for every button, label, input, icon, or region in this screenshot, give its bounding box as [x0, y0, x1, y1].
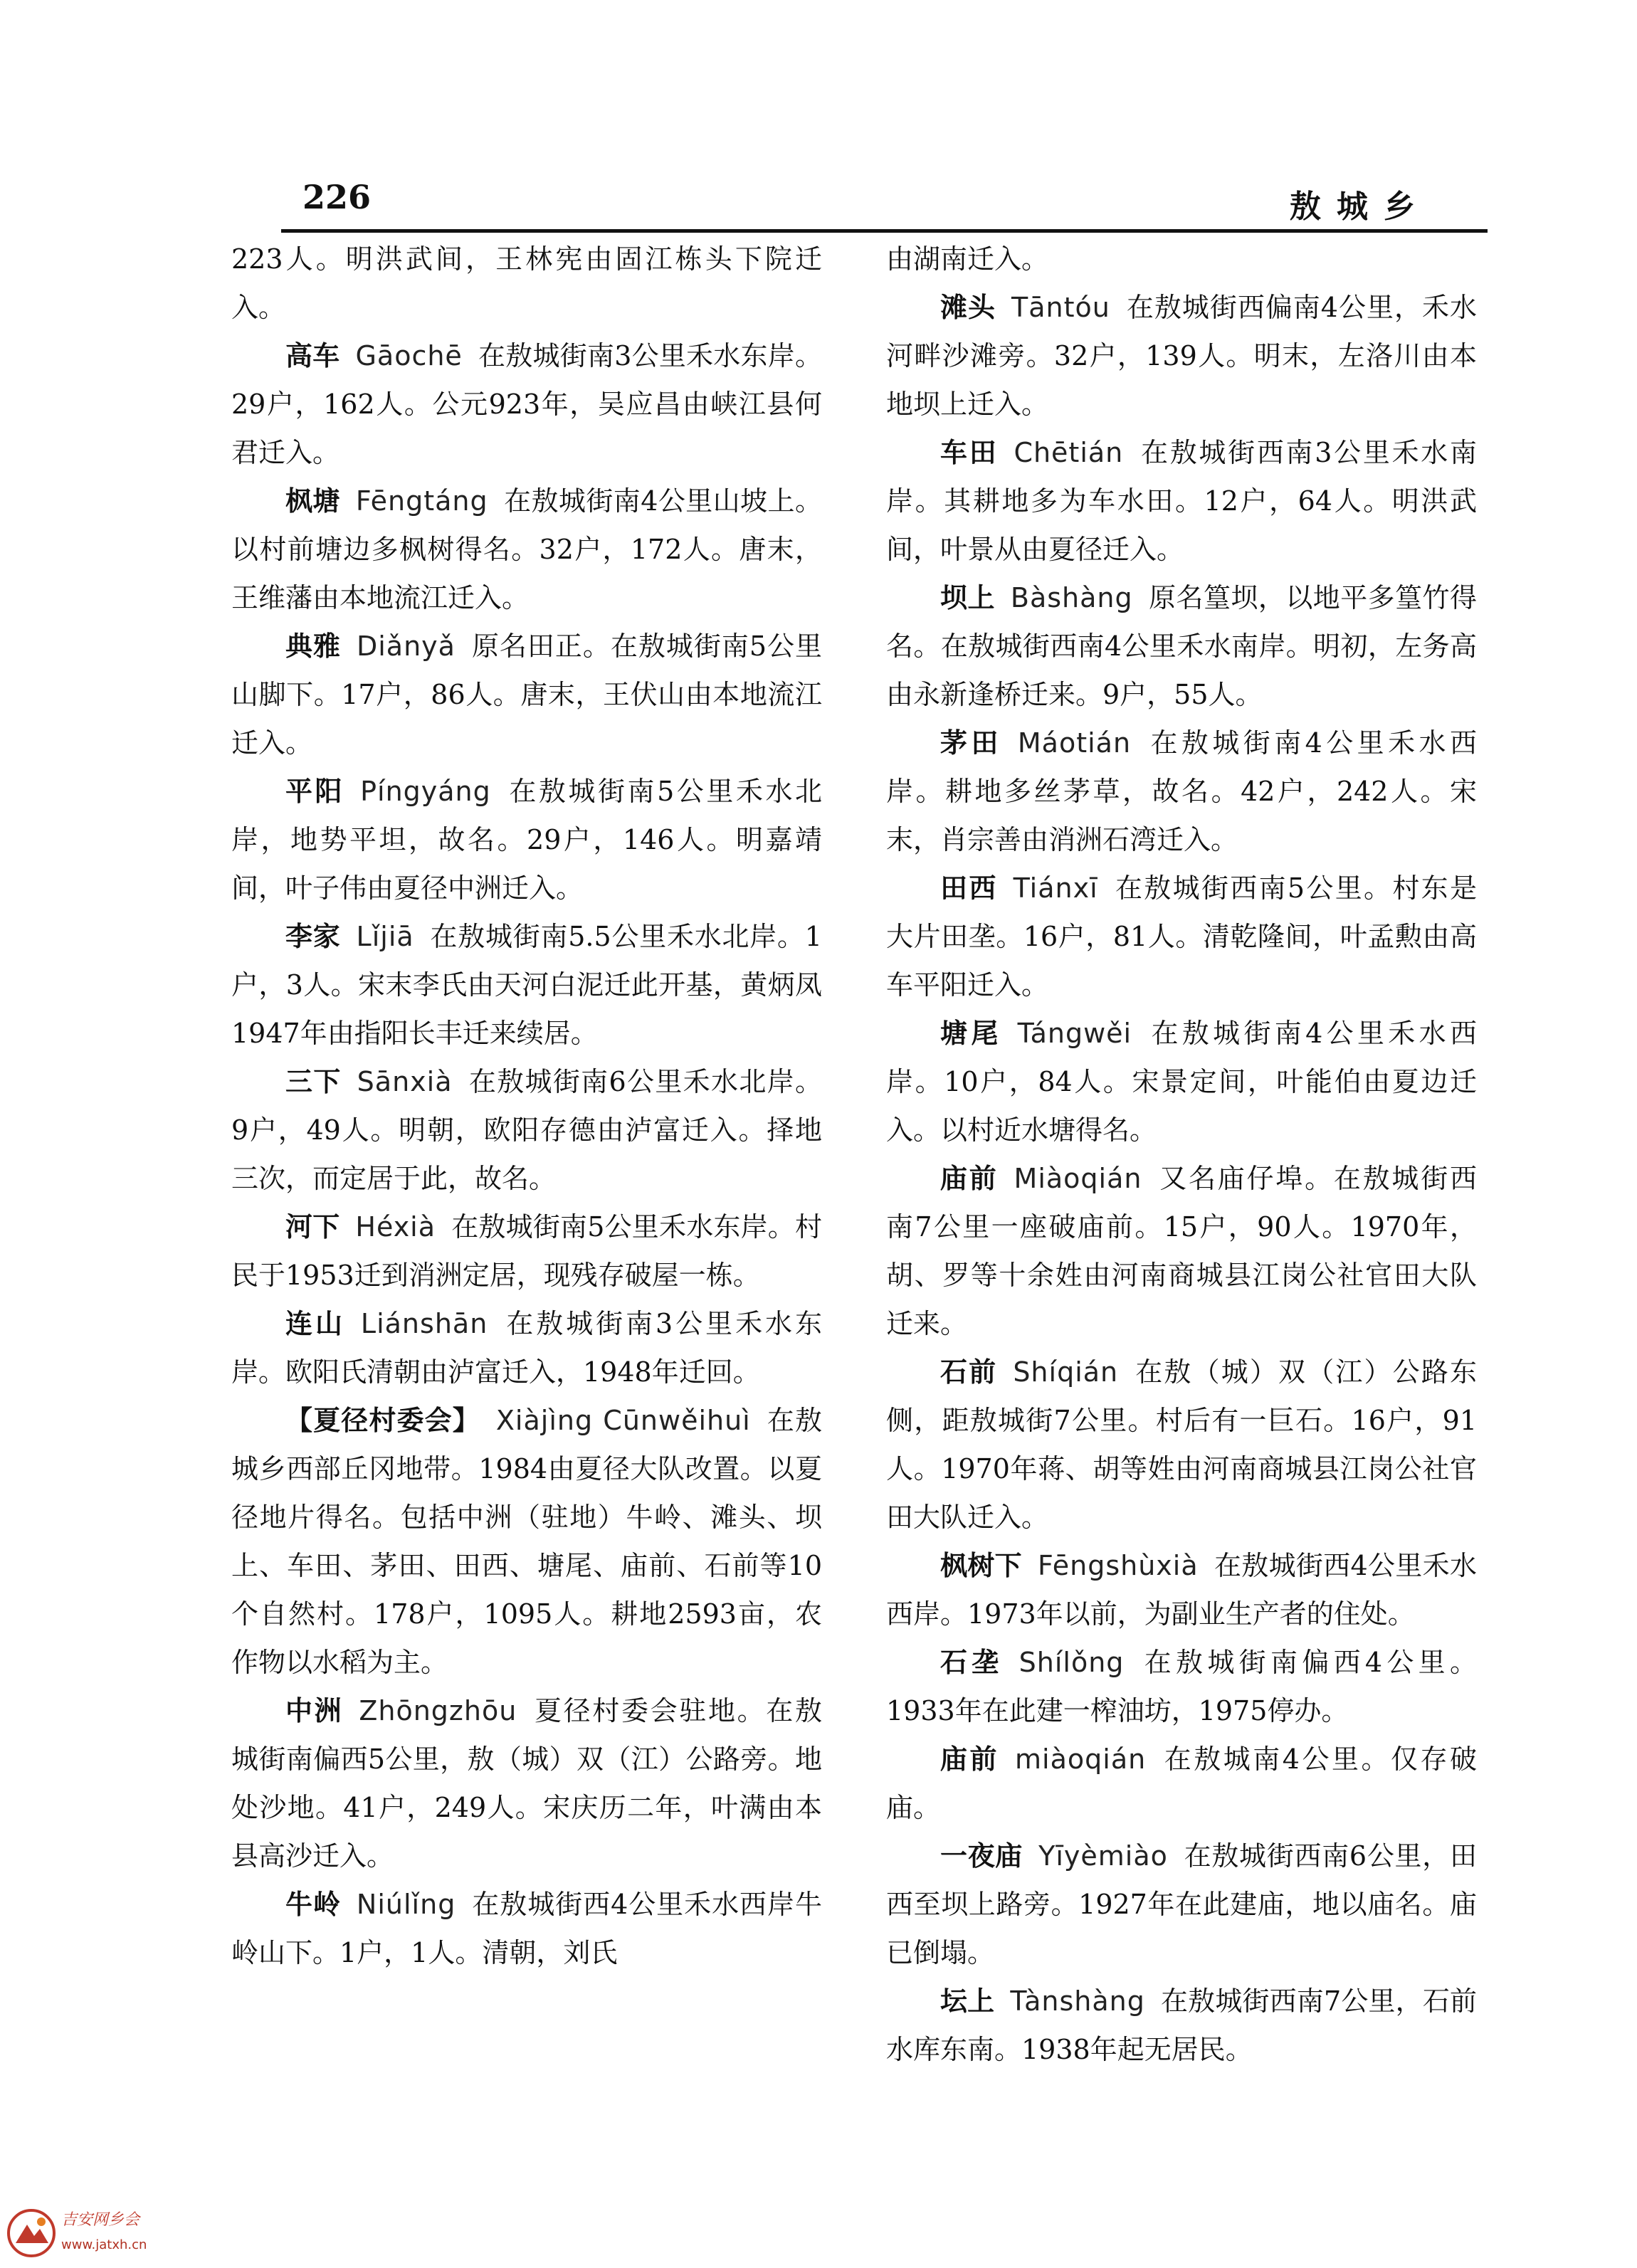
gazetteer-entry: [231, 1880, 822, 1977]
entry-text: 在敖城街西南5公里。村东是大片田垄。16户，81人。清乾隆间，叶孟勲由高车平阳迁入。: [886, 872, 1477, 1001]
entry-name: 平阳: [285, 776, 345, 807]
entry-name: 石垄: [940, 1647, 1004, 1678]
entry-text: 在敖城街西南7公里，石前水库东南。1938年起无居民。: [886, 1985, 1477, 2065]
entry-text: 夏径村委会驻地。在敖城街南偏西5公里，敖（城）双（江）公路旁。地处沙地。41户，249人。宋庆历二年，叶满由本县高沙迁入。: [231, 1695, 822, 1872]
entry-pinyin: Bàshàng: [1010, 582, 1133, 613]
entry-pinyin: Lǐjiā: [356, 921, 414, 952]
entry-pinyin: Héxià: [355, 1211, 436, 1243]
entry-name: 中洲: [285, 1695, 344, 1726]
gazetteer-entry: [231, 622, 822, 767]
entry-text: 在敖城街南4公里山坡上。以村前塘边多枫树得名。32户，172人。唐末，王维藩由本地流江迁入。: [231, 485, 822, 613]
gazetteer-entry: [231, 1299, 822, 1396]
entry-pinyin: Tànshàng: [1010, 1985, 1145, 2017]
entry-pinyin: Fēngshùxià: [1037, 1550, 1199, 1581]
gazetteer-entry: [886, 864, 1477, 1009]
entry-name: 三下: [285, 1066, 342, 1097]
entry-name: 坝上: [940, 582, 995, 613]
entry-pinyin: Diǎnyǎ: [356, 631, 456, 662]
entry-text: 223人。明洪武间，王林宪由固江栋头下院迁入。: [231, 243, 822, 323]
entry-pinyin: Shílǒng: [1018, 1647, 1125, 1678]
entry-name: 车田: [940, 437, 999, 468]
entry-text: 原名篁坝，以地平多篁竹得名。在敖城街西南4公里禾水南岸。明初，左务高由永新逢桥迁来。9户，55人。: [886, 582, 1477, 710]
entry-name: 庙前: [940, 1744, 1000, 1775]
entry-name: 塘尾: [940, 1018, 1002, 1049]
continued-text: [886, 235, 1477, 283]
entry-text: 在敖城街南5.5公里禾水北岸。1户，3人。宋末李氏由天河白泥迁此开基，黄炳凤1947年由指阳长丰迁来续居。: [231, 921, 822, 1049]
watermark-text: 吉安网乡会: [61, 2211, 140, 2229]
page-header: [281, 178, 1488, 235]
gazetteer-entry: [231, 332, 822, 477]
entry-pinyin: Xiàjìng Cūnwěihuì: [495, 1405, 751, 1436]
entry-pinyin: Liánshān: [360, 1308, 488, 1339]
running-title: 敖城乡: [1290, 189, 1431, 225]
entry-text: 在敖城街南4公里禾水西岸。耕地多丝茅草，故名。42户，242人。宋末，肖宗善由消洲石湾迁入。: [886, 727, 1477, 855]
page-number: 226: [302, 178, 372, 216]
entry-pinyin: Shíqián: [1013, 1356, 1119, 1388]
entry-pinyin: Píngyáng: [360, 776, 491, 807]
watermark-logo-icon: [6, 2208, 57, 2259]
entry-name: 坛上: [940, 1985, 995, 2017]
entry-text: 在敖城街西偏南4公里，禾水河畔沙滩旁。32户，139人。明末，左洛川由本地坝上迁入。: [886, 292, 1477, 420]
entry-pinyin: Zhōngzhōu: [359, 1695, 517, 1726]
entry-text: 在敖城街南3公里禾水东岸。29户，162人。公元923年，吴应昌由峡江县何君迁入。: [231, 340, 822, 468]
gazetteer-entry: [886, 1832, 1477, 1977]
entry-name: 典雅: [285, 631, 341, 662]
entry-text: 在敖城街西4公里禾水西岸牛岭山下。1户，1人。清朝，刘氏: [231, 1889, 822, 1968]
entry-text: 在敖城街西南6公里，田西至坝上路旁。1927年在此建庙，地以庙名。庙已倒塌。: [886, 1840, 1477, 1968]
right-column: [886, 235, 1477, 2074]
entry-name: 一夜庙: [940, 1840, 1023, 1872]
entry-text: 在敖城街西4公里禾水西岸。1973年以前，为副业生产者的住处。: [886, 1550, 1477, 1630]
watermark-url: www.jatxh.cn: [61, 2237, 147, 2252]
gazetteer-entry: [231, 1687, 822, 1880]
entry-name: 高车: [285, 340, 340, 371]
gazetteer-entry: [886, 1977, 1477, 2074]
gazetteer-entry: [886, 1541, 1477, 1638]
section-entry: [231, 1396, 822, 1687]
entry-text: 在敖城街南偏西4公里。1933年在此建一榨油坊，1975停办。: [886, 1647, 1477, 1726]
entry-name: 滩头: [940, 292, 996, 323]
section-title: 【夏径村委会】: [285, 1405, 480, 1436]
entry-text: 又名庙仔埠。在敖城街西南7公里一座破庙前。15户，90人。1970年，胡、罗等十余姓由河南商城县江岗公社官田大队迁来。: [886, 1163, 1477, 1339]
entry-text: 在敖城街南5公里禾水东岸。村民于1953迁到消洲定居，现残存破屋一栋。: [231, 1211, 822, 1291]
entry-text: 在敖城街南6公里禾水北岸。9户，49人。明朝，欧阳存德由泸富迁入。择地三次，而定居于此，故名。: [231, 1066, 822, 1194]
entry-text: 在敖城街南4公里禾水西岸。10户，84人。宋景定间，叶能伯由夏边迁入。以村近水塘得名。: [886, 1018, 1477, 1146]
entry-text: 在敖城街南3公里禾水东岸。欧阳氏清朝由泸富迁入，1948年迁回。: [231, 1308, 822, 1388]
entry-pinyin: Sānxià: [357, 1066, 453, 1097]
gazetteer-entry: [886, 1735, 1477, 1832]
left-column: [231, 235, 822, 1977]
gazetteer-entry: [886, 719, 1477, 864]
gazetteer-entry: [886, 574, 1477, 719]
entry-pinyin: Gāochē: [355, 340, 463, 371]
gazetteer-entry: [231, 1203, 822, 1299]
gazetteer-entry: [886, 1638, 1477, 1735]
gazetteer-entry: [886, 283, 1477, 428]
entry-name: 连山: [285, 1308, 345, 1339]
entry-name: 田西: [940, 872, 998, 904]
entry-pinyin: Miàoqián: [1014, 1163, 1142, 1194]
entry-name: 牛岭: [285, 1889, 341, 1920]
entry-name: 茅田: [940, 727, 1002, 759]
gazetteer-entry: [231, 477, 822, 622]
entry-pinyin: Máotián: [1017, 727, 1132, 759]
entry-text: 由湖南迁入。: [886, 243, 1049, 275]
entry-name: 石前: [940, 1356, 998, 1388]
gazetteer-entry: [886, 1154, 1477, 1348]
entry-name: 河下: [285, 1211, 340, 1243]
gazetteer-entry: [231, 1057, 822, 1203]
entry-text: 在敖城乡西部丘冈地带。1984由夏径大队改置。以夏径地片得名。包括中洲（驻地）牛岭、滩头、坝上、车田、茅田、田西、塘尾、庙前、石前等10个自然村。178户，1095人。耕地2593亩，农作物以水稻为主。: [231, 1405, 822, 1678]
gazetteer-entry: [886, 1009, 1477, 1154]
entry-pinyin: Tángwěi: [1017, 1018, 1132, 1049]
entry-pinyin: Tāntóu: [1011, 292, 1110, 323]
entry-pinyin: Tiánxī: [1013, 872, 1098, 904]
entry-text: 在敖城南4公里。仅存破庙。: [886, 1744, 1477, 1823]
entry-pinyin: Niúlǐng: [356, 1889, 456, 1920]
watermark: [6, 2205, 219, 2262]
gazetteer-entry: [886, 1348, 1477, 1541]
gazetteer-entry: [231, 767, 822, 912]
entry-name: 庙前: [940, 1163, 999, 1194]
entry-pinyin: Yīyèmiào: [1038, 1840, 1168, 1872]
entry-name: 枫树下: [940, 1550, 1022, 1581]
entry-text: 原名田正。在敖城街南5公里山脚下。17户，86人。唐末，王伏山由本地流江迁入。: [231, 631, 822, 759]
continued-text: [231, 235, 822, 332]
entry-text: 在敖（城）双（江）公路东侧，距敖城街7公里。村后有一巨石。16户，91人。1970年蒋、胡等姓由河南商城县江岗公社官田大队迁入。: [886, 1356, 1477, 1533]
entry-text: 在敖城街南5公里禾水北岸，地势平坦，故名。29户，146人。明嘉靖间，叶子伟由夏径中洲迁入。: [231, 776, 822, 904]
entry-pinyin: Fēngtáng: [355, 485, 488, 517]
entry-name: 李家: [285, 921, 341, 952]
entry-name: 枫塘: [285, 485, 340, 517]
entry-pinyin: miàoqián: [1015, 1744, 1147, 1775]
entry-pinyin: Chētián: [1014, 437, 1124, 468]
header-rule: [281, 229, 1488, 233]
gazetteer-entry: [231, 912, 822, 1057]
entry-text: 在敖城街西南3公里禾水南岸。其耕地多为车水田。12户，64人。明洪武间，叶景从由夏径迁入。: [886, 437, 1477, 565]
gazetteer-entry: [886, 428, 1477, 574]
